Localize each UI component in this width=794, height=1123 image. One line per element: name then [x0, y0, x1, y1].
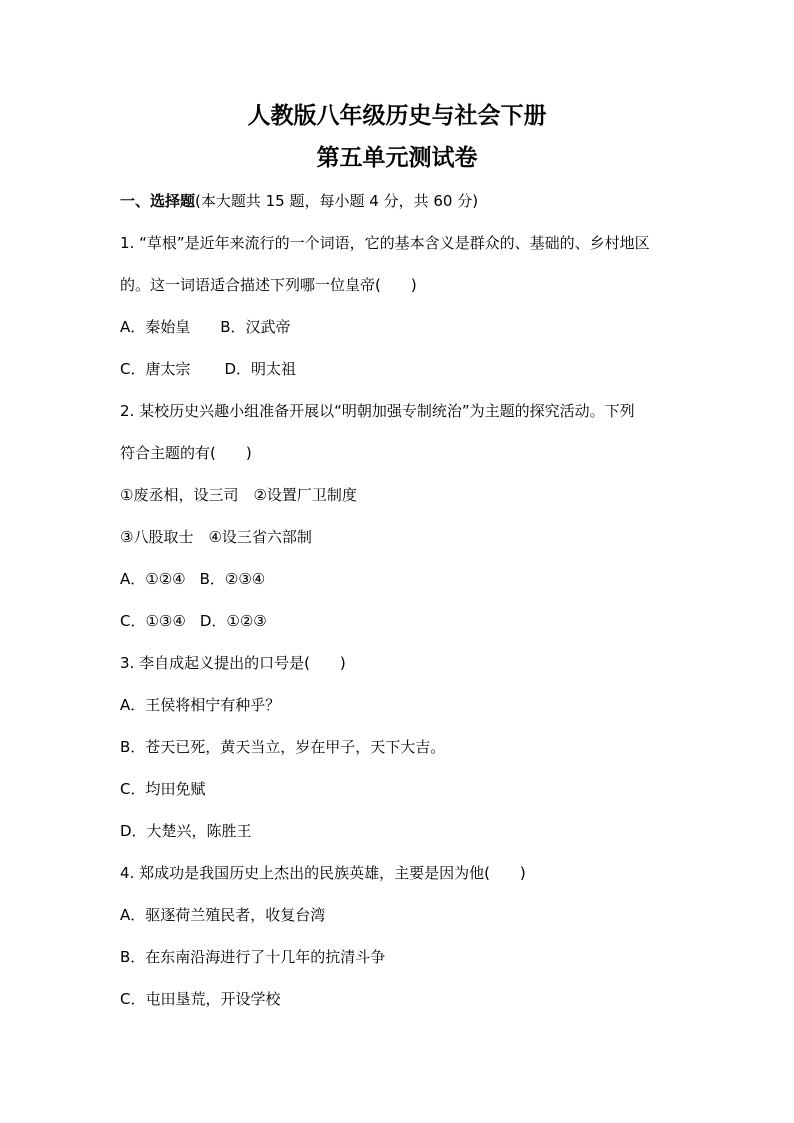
question-2-option-d: D．①②③ — [199, 612, 267, 630]
section-heading-line — [120, 190, 478, 212]
question-2-items-line-1: ①废丞相，设三司 ②设置厂卫制度 — [120, 486, 357, 504]
question-1-option-a: A．秦始皇 — [120, 318, 191, 336]
question-1-option-c: C．唐太宗 — [120, 360, 191, 378]
question-1-option-b: B．汉武帝 — [220, 318, 291, 336]
question-3-stem: 3. 李自成起义提出的口号是( ) — [120, 654, 346, 672]
question-3-option-c: C．均田免赋 — [120, 780, 206, 798]
question-1-options-row-1 — [120, 316, 291, 338]
question-4-stem: 4. 郑成功是我国历史上杰出的民族英雄，主要是因为他( ) — [120, 864, 526, 882]
question-1-stem-line-2: 的。这一词语适合描述下列哪一位皇帝( ) — [120, 276, 417, 294]
question-2-items-line-2: ③八股取士 ④设三省六部制 — [120, 528, 312, 546]
question-3-option-d: D．大楚兴，陈胜王 — [120, 822, 252, 840]
question-2-option-a: A．①②④ — [120, 570, 186, 588]
question-3-option-a: A．王侯将相宁有种乎？ — [120, 696, 281, 714]
question-2-option-c: C．①③④ — [120, 612, 186, 630]
question-2-stem-line-2: 符合主题的有( ) — [120, 444, 252, 462]
question-2-options-row-1 — [120, 568, 265, 590]
question-1-options-row-2 — [120, 358, 296, 380]
question-4-option-a: A．驱逐荷兰殖民者，收复台湾 — [120, 906, 326, 924]
question-4-option-b: B．在东南沿海进行了十几年的抗清斗争 — [120, 948, 386, 966]
question-1-stem-line-1: 1. “草根”是近年来流行的一个词语，它的基本含义是群众的、基础的、乡村地区 — [120, 234, 650, 252]
question-3-option-b: B．苍天已死，黄天当立，岁在甲子，天下大吉。 — [120, 738, 446, 756]
question-4-option-c: C．屯田垦荒，开设学校 — [120, 990, 281, 1008]
section-note: (本大题共 15 题，每小题 4 分，共 60 分) — [195, 192, 479, 210]
question-2-option-b: B．②③④ — [199, 570, 266, 588]
document-title: 人教版八年级历史与社会下册 — [247, 102, 547, 129]
document-subtitle: 第五单元测试卷 — [316, 144, 478, 171]
question-2-stem-line-1: 2. 某校历史兴趣小组准备开展以“明朝加强专制统治”为主题的探究活动。下列 — [120, 402, 635, 420]
question-1-option-d: D．明太祖 — [224, 360, 297, 378]
section-heading: 一、选择题 — [120, 192, 196, 210]
question-2-options-row-2 — [120, 610, 267, 632]
